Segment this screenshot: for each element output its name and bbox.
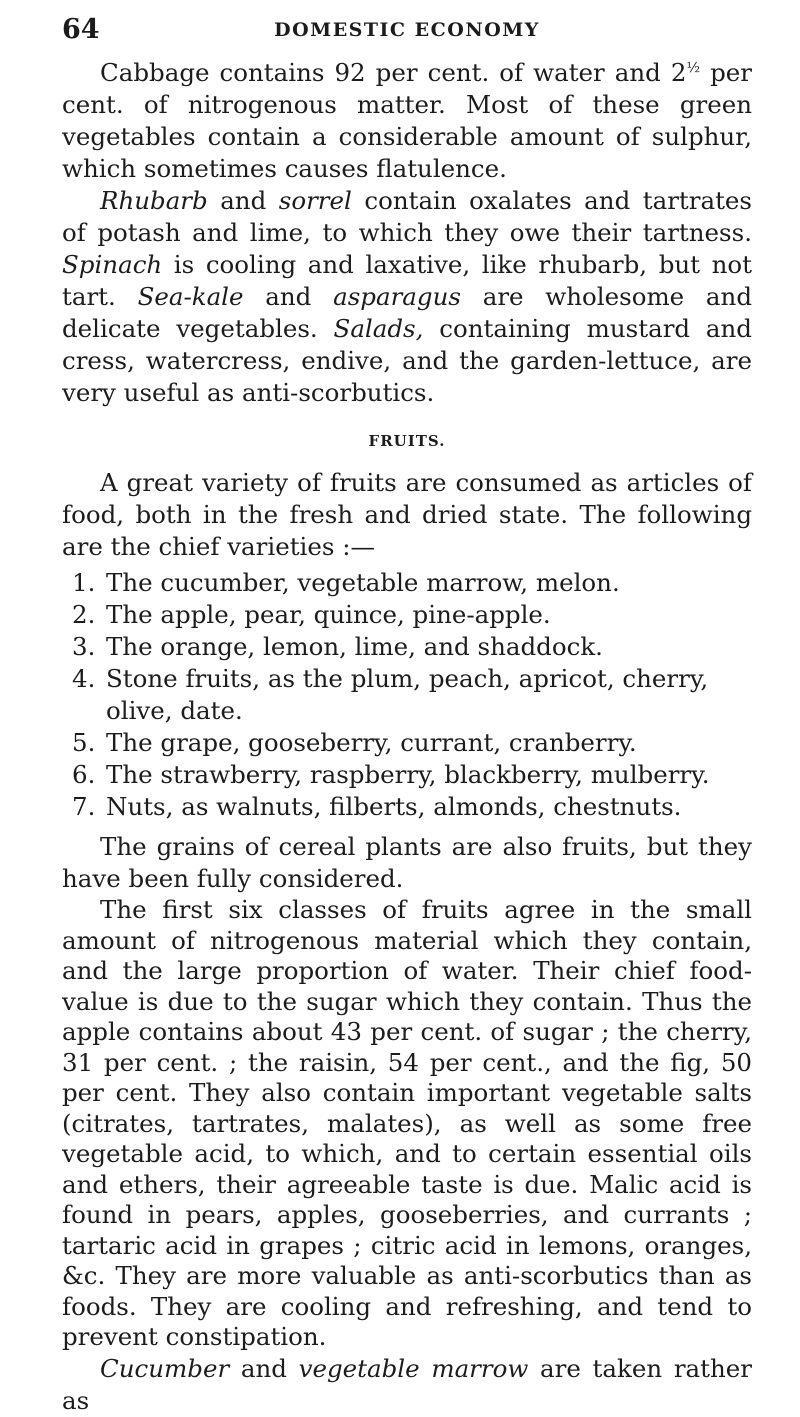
italic-term: Salads,: [333, 314, 424, 344]
page-header: [62, 10, 752, 50]
text-span: are taken rather as: [62, 1353, 752, 1415]
list-item: [62, 631, 752, 663]
paragraph-rhubarb: [62, 185, 752, 409]
list-item: [62, 727, 752, 759]
list-number: 2.: [72, 600, 96, 630]
text-span: and: [243, 282, 334, 312]
list-number: 7.: [72, 792, 96, 822]
list-text: The cucumber, vegetable marrow, melon.: [106, 568, 620, 598]
italic-term: vegetable marrow: [298, 1353, 529, 1383]
text-span: containing mustard and cress, watercress, endive, and the garden-lettuce, are very useful as anti-scorbutics.: [62, 314, 752, 408]
list-text: Stone fruits, as the plum, peach, apricot, cherry, olive, date.: [106, 664, 709, 726]
list-number: 4.: [72, 664, 96, 694]
text-span: are wholesome and delicate vegetables.: [62, 282, 752, 344]
page-number: 64: [62, 14, 100, 45]
paragraph-cucumber: [62, 1353, 752, 1417]
text-span: Cabbage contains 92 per cent. of water and 2: [100, 58, 687, 88]
list-item: [62, 663, 752, 727]
italic-term: Sea-kale: [137, 282, 244, 312]
fraction: ½: [686, 60, 701, 76]
running-title: DOMESTIC ECONOMY: [274, 19, 540, 41]
body-text: [62, 52, 752, 1417]
italic-term: sorrel: [278, 186, 352, 216]
italic-term: asparagus: [333, 282, 461, 312]
paragraph-fruit-composition: The first six classes of fruits agree in the small amount of nitrogenous material which they contain, and the large proportion of water. Their chief food-value is due to the sugar which they contain. Thus the apple contains about 43 per cent. of sugar ; the cherry, 31 per cent. ; the raisin, 54 per cent., and the fig, 50 per cent. They also contain important vegetable salts (citrates, tartrates, malates), as well as some free vegetable acid, to which, and to certain essential oils and ethers, their agreeable taste is due. Malic acid is found in pears, apples, gooseberries, and currants ; tartaric acid in grapes ; citric acid in lemons, oranges, &c. They are more valuable as anti-scorbutics than as foods. They are cooling and refreshing, and tend to prevent constipation.: [62, 895, 752, 1352]
section-heading-fruits: FRUITS.: [368, 432, 446, 451]
paragraph-cabbage: [62, 52, 752, 185]
italic-term: Spinach: [62, 250, 163, 280]
list-text: Nuts, as walnuts, filberts, almonds, chestnuts.: [106, 792, 682, 822]
list-number: 1.: [72, 568, 96, 598]
list-item: [62, 567, 752, 599]
list-item: [62, 599, 752, 631]
text-span: and: [207, 186, 279, 216]
text-span: contain oxalates and tartrates of potash and lime, to which they owe their tartness.: [62, 186, 752, 248]
list-number: 3.: [72, 632, 96, 662]
list-number: 6.: [72, 760, 96, 790]
paragraph-fruits-intro: A great variety of fruits are consumed as articles of food, both in the fresh and dried state. The following are the chief varieties :—: [62, 468, 752, 562]
fruit-list: [62, 567, 752, 823]
list-item: [62, 791, 752, 823]
list-text: The grape, gooseberry, currant, cranberry.: [106, 728, 637, 758]
text-span: and: [229, 1353, 299, 1383]
list-item: [62, 759, 752, 791]
list-text: The strawberry, raspberry, blackberry, mulberry.: [106, 760, 710, 790]
list-text: The apple, pear, quince, pine-apple.: [106, 600, 551, 630]
list-number: 5.: [72, 728, 96, 758]
list-text: The orange, lemon, lime, and shaddock.: [106, 632, 603, 662]
italic-term: Rhubarb: [100, 186, 208, 216]
italic-term: Cucumber: [100, 1353, 230, 1383]
text-span: is cooling and laxative, like rhubarb, but not tart.: [62, 250, 752, 312]
paragraph-cereal-grains: The grains of cereal plants are also fruits, but they have been fully considered.: [62, 832, 752, 894]
text-span: per cent. of nitrogenous matter. Most of these green vegetables contain a considerable amount of sulphur, which sometimes causes flatulence.: [62, 58, 753, 184]
